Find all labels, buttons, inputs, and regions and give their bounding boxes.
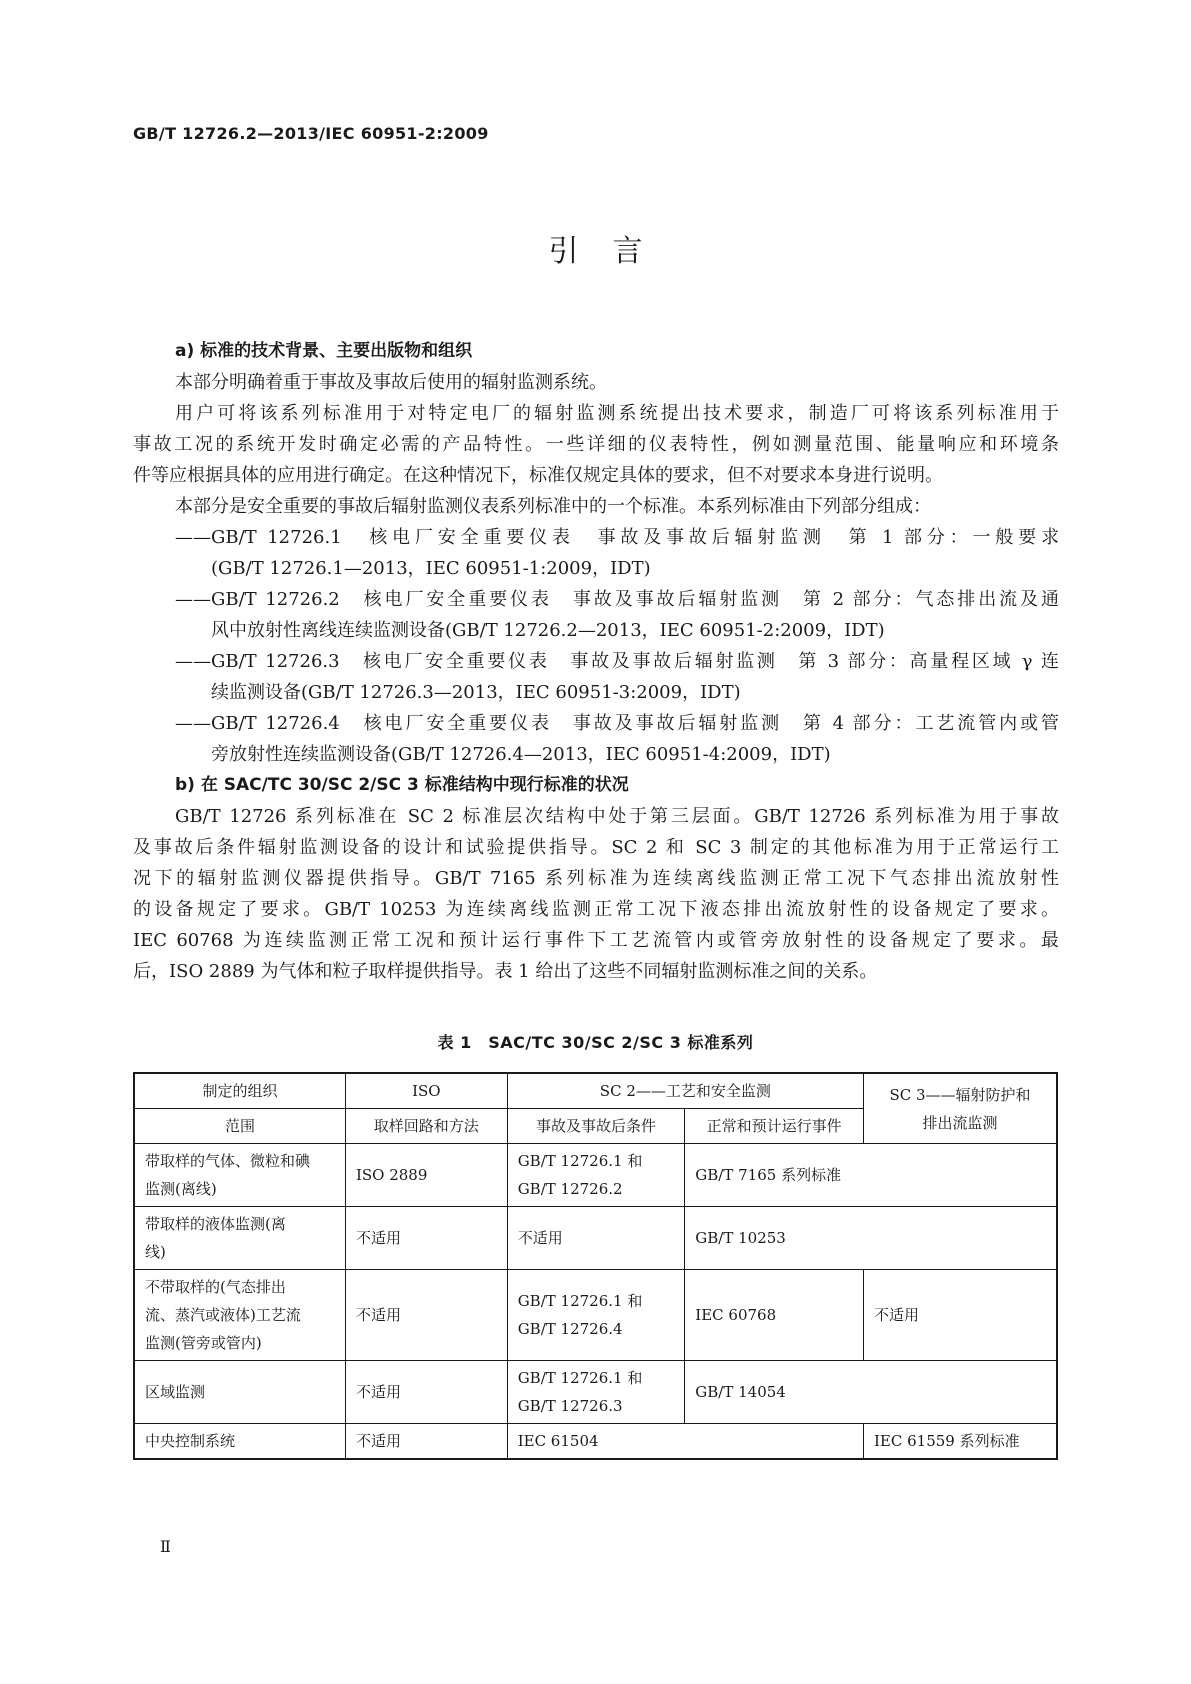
list-item-continuation: (GB/T 12726.1—2013，IEC 60951-1:2009，IDT) [211,558,651,579]
table-cell: 中央控制系统 [134,1424,345,1460]
paragraph-line: 的设备规定了要求。GB/T 10253 为连续离线监测正常工况下液态排出流放射性的设备规定了要求。 [133,899,1059,920]
cell-line: GB/T 12726.1 和 [517,1292,643,1310]
list-item: ——GB/T 12726.2 核电厂安全重要仪表 事故及事故后辐射监测 第 2 部分：气态排出流及通 [175,589,1059,610]
paragraph-line: IEC 60768 为连续监测正常工况和预计运行事件下工艺流管内或管旁放射性的设备规定了要求。最 [133,930,1059,951]
table-cell [134,1270,345,1361]
table-cell: IEC 61504 [507,1424,863,1460]
cell-line: GB/T 12726.3 [517,1397,623,1415]
cell-line: 流、蒸汽或液体)工艺流 [145,1306,301,1324]
table-row [134,1207,1057,1270]
table-row [134,1270,1057,1361]
table-cell: 区域监测 [134,1361,345,1424]
table-cell: IEC 61559 系列标准 [863,1424,1057,1460]
table-caption: 表 1 SAC/TC 30/SC 2/SC 3 标准系列 [437,1033,754,1052]
header-cell: 事故及事故后条件 [507,1109,685,1144]
page-number: Ⅱ [160,1537,171,1556]
paragraph-line: 事故工况的系统开发时确定必需的产品特性。一些详细的仪表特性，例如测量范围、能量响应和环境条 [133,434,1059,455]
cell-line: GB/T 12726.1 和 [517,1152,643,1170]
list-item: ——GB/T 12726.1 核电厂安全重要仪表 事故及事故后辐射监测 第 1 部分：一般要求 [175,527,1059,548]
table-cell: IEC 60768 [685,1270,864,1361]
table-cell: GB/T 10253 [685,1207,1057,1270]
table-cell: 不适用 [507,1207,685,1270]
section-a-heading: a) 标准的技术背景、主要出版物和组织 [175,341,473,361]
cell-line: 监测(管旁或管内) [145,1334,262,1352]
standards-table [133,1072,1058,1460]
header-line: 排出流监测 [922,1113,998,1132]
header-cell [863,1073,1057,1144]
table-cell [507,1361,685,1424]
paragraph-line: 况下的辐射监测仪器提供指导。GB/T 7165 系列标准为连续离线监测正常工况下气态排出流放射性 [133,868,1059,889]
cell-line: GB/T 12726.1 和 [517,1369,643,1387]
table-cell: 不适用 [345,1270,507,1361]
cell-line: 线) [145,1243,166,1261]
paragraph: 本部分是安全重要的事故后辐射监测仪表系列标准中的一个标准。本系列标准由下列部分组成： [175,496,931,517]
table-cell: 不适用 [345,1361,507,1424]
header-cell: 制定的组织 [134,1073,345,1109]
table-row [134,1144,1057,1207]
list-item-continuation: 风中放射性离线连续监测设备(GB/T 12726.2—2013，IEC 60951-2:2009，IDT) [211,620,885,641]
list-item-continuation: 旁放射性连续监测设备(GB/T 12726.4—2013，IEC 60951-4:2009，IDT) [211,744,831,765]
header-cell: ISO [345,1073,507,1109]
cell-line: GB/T 12726.2 [517,1180,623,1198]
table-cell [507,1144,685,1207]
list-item: ——GB/T 12726.3 核电厂安全重要仪表 事故及事故后辐射监测 第 3 部分：高量程区域 γ 连 [175,651,1059,672]
table-cell [134,1207,345,1270]
paragraph-line: 件等应根据具体的应用进行确定。在这种情况下，标准仅规定具体的要求，但不对要求本身进行说明。 [133,465,943,486]
cell-line: 带取样的液体监测(离 [145,1215,286,1233]
paragraph: 本部分明确着重于事故及事故后使用的辐射监测系统。 [175,372,607,393]
list-item-continuation: 续监测设备(GB/T 12726.3—2013，IEC 60951-3:2009，IDT) [211,682,741,703]
table-cell: 不适用 [345,1207,507,1270]
paragraph-line: GB/T 12726 系列标准在 SC 2 标准层次结构中处于第三层面。GB/T 12726 系列标准为用于事故 [175,806,1059,827]
table-cell: 不适用 [863,1270,1057,1361]
table-cell [134,1144,345,1207]
header-cell: 取样回路和方法 [345,1109,507,1144]
cell-line: 不带取样的(气态排出 [145,1278,286,1296]
paragraph-line: 用户可将该系列标准用于对特定电厂的辐射监测系统提出技术要求，制造厂可将该系列标准用于 [175,403,1059,424]
list-item: ——GB/T 12726.4 核电厂安全重要仪表 事故及事故后辐射监测 第 4 部分：工艺流管内或管 [175,713,1059,734]
paragraph-line: 后，ISO 2889 为气体和粒子取样提供指导。表 1 给出了这些不同辐射监测标准之间的关系。 [133,961,878,982]
cell-line: 带取样的气体、微粒和碘 [145,1152,311,1170]
body-text [133,336,1059,987]
header-cell: 正常和预计运行事件 [685,1109,864,1144]
table-row [134,1424,1057,1460]
page-title: 引言 [548,234,677,269]
table-row [134,1361,1057,1424]
table-cell: 不适用 [345,1424,507,1460]
table-cell [507,1270,685,1361]
section-b-heading: b) 在 SAC/TC 30/SC 2/SC 3 标准结构中现行标准的状况 [175,775,629,795]
header-cell: SC 2——工艺和安全监测 [507,1073,863,1109]
table-header-row [134,1073,1057,1109]
table-cell: GB/T 7165 系列标准 [685,1144,1057,1207]
header-line: SC 3——辐射防护和 [889,1085,1031,1104]
paragraph-line: 及事故后条件辐射监测设备的设计和试验提供指导。SC 2 和 SC 3 制定的其他标准为用于正常运行工 [133,837,1059,858]
cell-line: GB/T 12726.4 [517,1320,623,1338]
table-cell: GB/T 14054 [685,1361,1057,1424]
cell-line: 监测(离线) [145,1180,217,1198]
header-cell: 范围 [134,1109,345,1144]
table-cell: ISO 2889 [345,1144,507,1207]
document-header: GB/T 12726.2—2013/IEC 60951-2:2009 [133,124,489,143]
